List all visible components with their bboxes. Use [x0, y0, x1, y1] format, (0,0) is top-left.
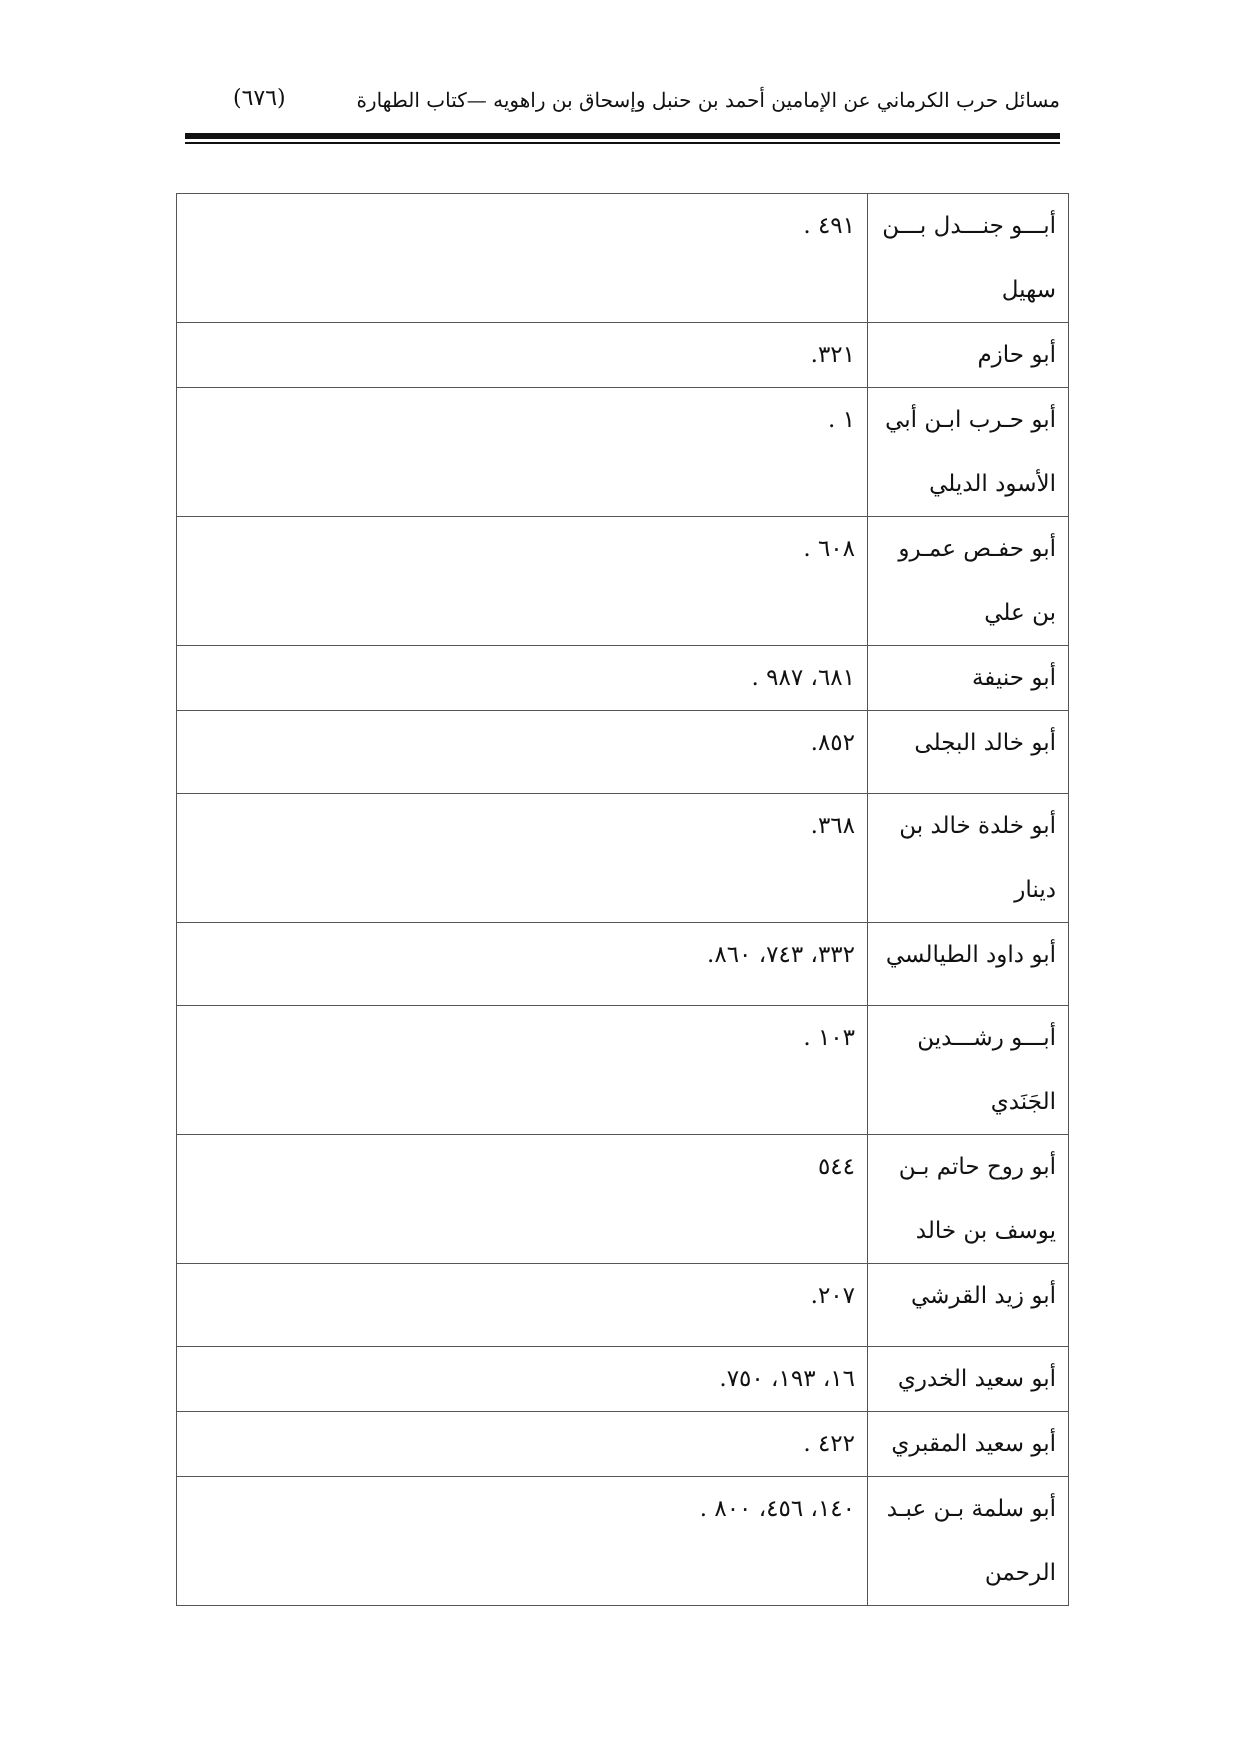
index-references: ٤٢٢ .	[177, 1412, 868, 1477]
index-name: أبو سعيد الخدري	[868, 1347, 1069, 1412]
header-rule-thick	[185, 133, 1060, 139]
page-number: (٦٧٦)	[233, 86, 286, 111]
index-references: ١٤٠، ٤٥٦، ٨٠٠ .	[177, 1477, 868, 1606]
index-references: ٨٥٢.	[177, 711, 868, 794]
table-row	[177, 517, 1069, 646]
index-name: أبو خلدة خالد بن دينار	[868, 794, 1069, 923]
index-references: ٣٣٢، ٧٤٣، ٨٦٠.	[177, 923, 868, 1006]
index-name: أبو حنيفة	[868, 646, 1069, 711]
table-row	[177, 1264, 1069, 1347]
index-name: أبو خالد البجلى	[868, 711, 1069, 794]
page-header	[185, 80, 1060, 130]
index-name: أبو حفـص عمـرو بن علي	[868, 517, 1069, 646]
table-row	[177, 1347, 1069, 1412]
index-name: أبو حازم	[868, 323, 1069, 388]
index-references: ٣٦٨.	[177, 794, 868, 923]
index-references: ٢٠٧.	[177, 1264, 868, 1347]
table-row	[177, 923, 1069, 1006]
index-references: ٦٠٨ .	[177, 517, 868, 646]
table-row	[177, 388, 1069, 517]
table-row	[177, 323, 1069, 388]
index-name: أبو روح حاتم بـن يوسف بن خالد	[868, 1135, 1069, 1264]
table-row	[177, 1135, 1069, 1264]
index-name: أبو سعيد المقبري	[868, 1412, 1069, 1477]
name-index-table	[176, 193, 1069, 1606]
index-references: ٤٩١ .	[177, 194, 868, 323]
running-title: مسائل حرب الكرماني عن الإمامين أحمد بن حنبل وإسحاق بن راهويه —كتاب الطهارة	[356, 88, 1060, 112]
index-name: أبو حـرب ابـن أبي الأسود الديلي	[868, 388, 1069, 517]
table-row	[177, 1006, 1069, 1135]
table-row	[177, 646, 1069, 711]
table-row	[177, 711, 1069, 794]
table-row	[177, 194, 1069, 323]
index-references: ٣٢١.	[177, 323, 868, 388]
index-name: أبو سلمة بـن عبـد الرحمن	[868, 1477, 1069, 1606]
index-references: ١٦، ١٩٣، ٧٥٠.	[177, 1347, 868, 1412]
table-row	[177, 1412, 1069, 1477]
index-references: ١ .	[177, 388, 868, 517]
index-name: أبو زيد القرشي	[868, 1264, 1069, 1347]
index-references: ٦٨١، ٩٨٧ .	[177, 646, 868, 711]
table-row	[177, 794, 1069, 923]
index-name: أبـــو جنـــدل بـــن سهيل	[868, 194, 1069, 323]
index-name: أبـــو رشـــدين الجَنَدي	[868, 1006, 1069, 1135]
index-name: أبو داود الطيالسي	[868, 923, 1069, 1006]
header-rule-thin	[185, 142, 1060, 144]
table-row	[177, 1477, 1069, 1606]
index-references: ١٠٣ .	[177, 1006, 868, 1135]
index-references: ٥٤٤	[177, 1135, 868, 1264]
